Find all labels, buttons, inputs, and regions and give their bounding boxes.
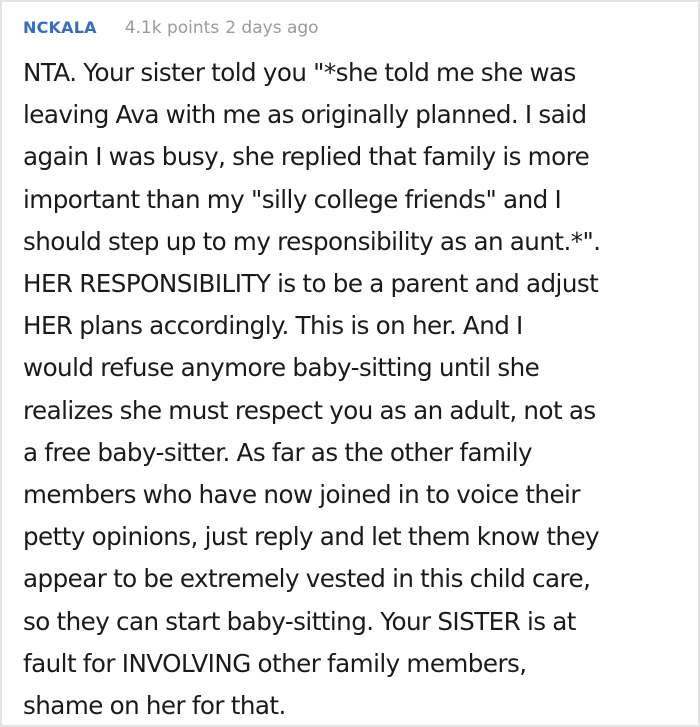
comment-line: appear to be extremely vested in this child care, [23,564,591,594]
comment-line: shame on her for that. [23,691,286,721]
username-link[interactable]: NCKALA [23,18,97,37]
comment-line: fault for INVOLVING other family members, [23,648,527,678]
comment-line: should step up to my responsibility as an aunt.*". [23,226,601,256]
comment-line: HER plans accordingly. This is on her. And I [23,311,523,341]
comment-line: NTA. Your sister told you "*she told me she was [23,58,576,87]
comment-line: leaving Ava with me as originally planned. I said [23,100,587,130]
comment-line: members who have now joined in to voice their [23,480,580,510]
comment-header [23,18,678,48]
comment-line: petty opinions, just reply and let them know they [23,522,600,552]
comment-line: realizes she must respect you as an adult, not as [23,395,596,425]
points-count: 4.1k points [124,18,220,38]
comment-body [23,52,678,727]
timestamp: 2 days ago [225,18,319,38]
comment-line: HER RESPONSIBILITY is to be a parent and adjust [23,269,599,299]
comment-line: a free baby-sitter. As far as the other family [23,437,532,467]
comment-meta [125,18,319,38]
comment-line: again I was busy, she replied that family is more [23,142,590,172]
comment-line: would refuse anymore baby-sitting until she [23,353,540,383]
comment-line: so they can start baby-sitting. Your SISTER is at [23,606,576,636]
comment-line: important than my "silly college friends" and I [23,184,562,214]
